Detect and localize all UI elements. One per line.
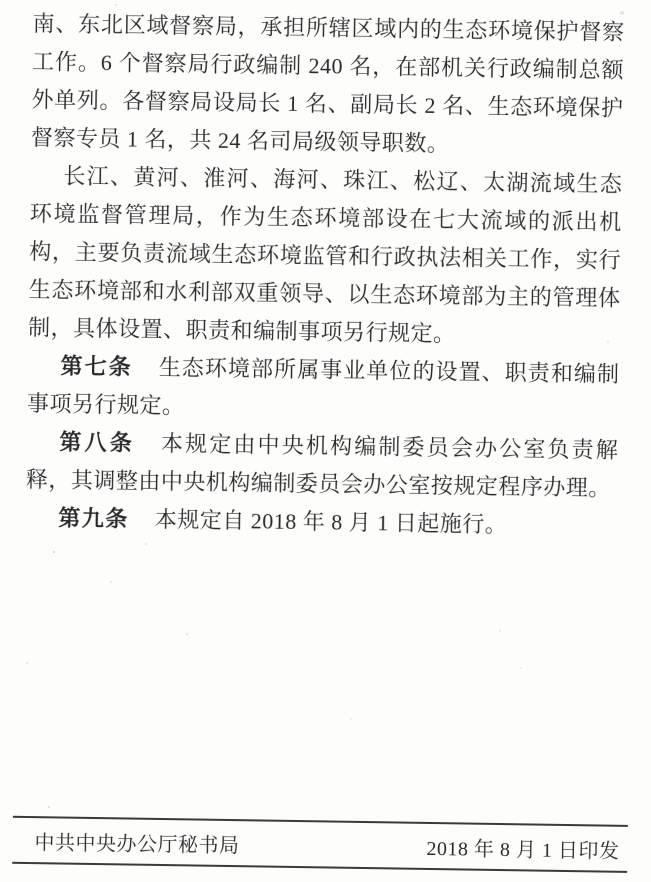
document-text [25,5,625,546]
footer-print-date: 2018 年 8 月 1 日印发 [426,837,620,863]
paragraph-river-basin-bureaus: 长江、黄河、淮河、海河、珠江、松辽、太湖流域生态环境监督管理局，作为生态环境部设在七大流域的派出机构，主要负责流域生态环境监管和行政执法相关工作，实行生态环境部和水利部双重领导、以生态环境部为主的管理体制，具体设置、职责和编制事项另行规定。 [27,163,623,347]
article-9-text: 本规定自 2018 年 8 月 1 日起施行。 [154,506,508,538]
article-8-label: 第八条 [59,429,136,456]
scan-specks [0,0,2,2]
paragraph-article-7 [27,347,620,432]
article-8-text: 本规定由中央机构编制委员会办公室负责解释，其调整由中央机构编制委员会办公室按规定程序办理。 [25,430,619,501]
article-7-label: 第七条 [60,353,133,380]
paragraph-article-8 [26,423,619,508]
footer-issuing-office: 中共中央办公厅秘书局 [34,831,240,857]
article-7-text: 生态环境部所属事业单位的设置、职责和编制事项另行规定。 [26,354,620,419]
document-footer [12,816,628,873]
article-9-label: 第九条 [58,505,130,532]
paragraph-regional-inspection-bureaus: 南、东北区域督察局，承担所辖区域内的生态环境保护督察工作。6 个督察局行政编制 240 名，在部机关行政编制总额外单列。各督察局设局长 1 名、副局长 2 名、生态环境保护督察专员 1 名，共 24 名司局级领导职数。 [30,10,625,157]
